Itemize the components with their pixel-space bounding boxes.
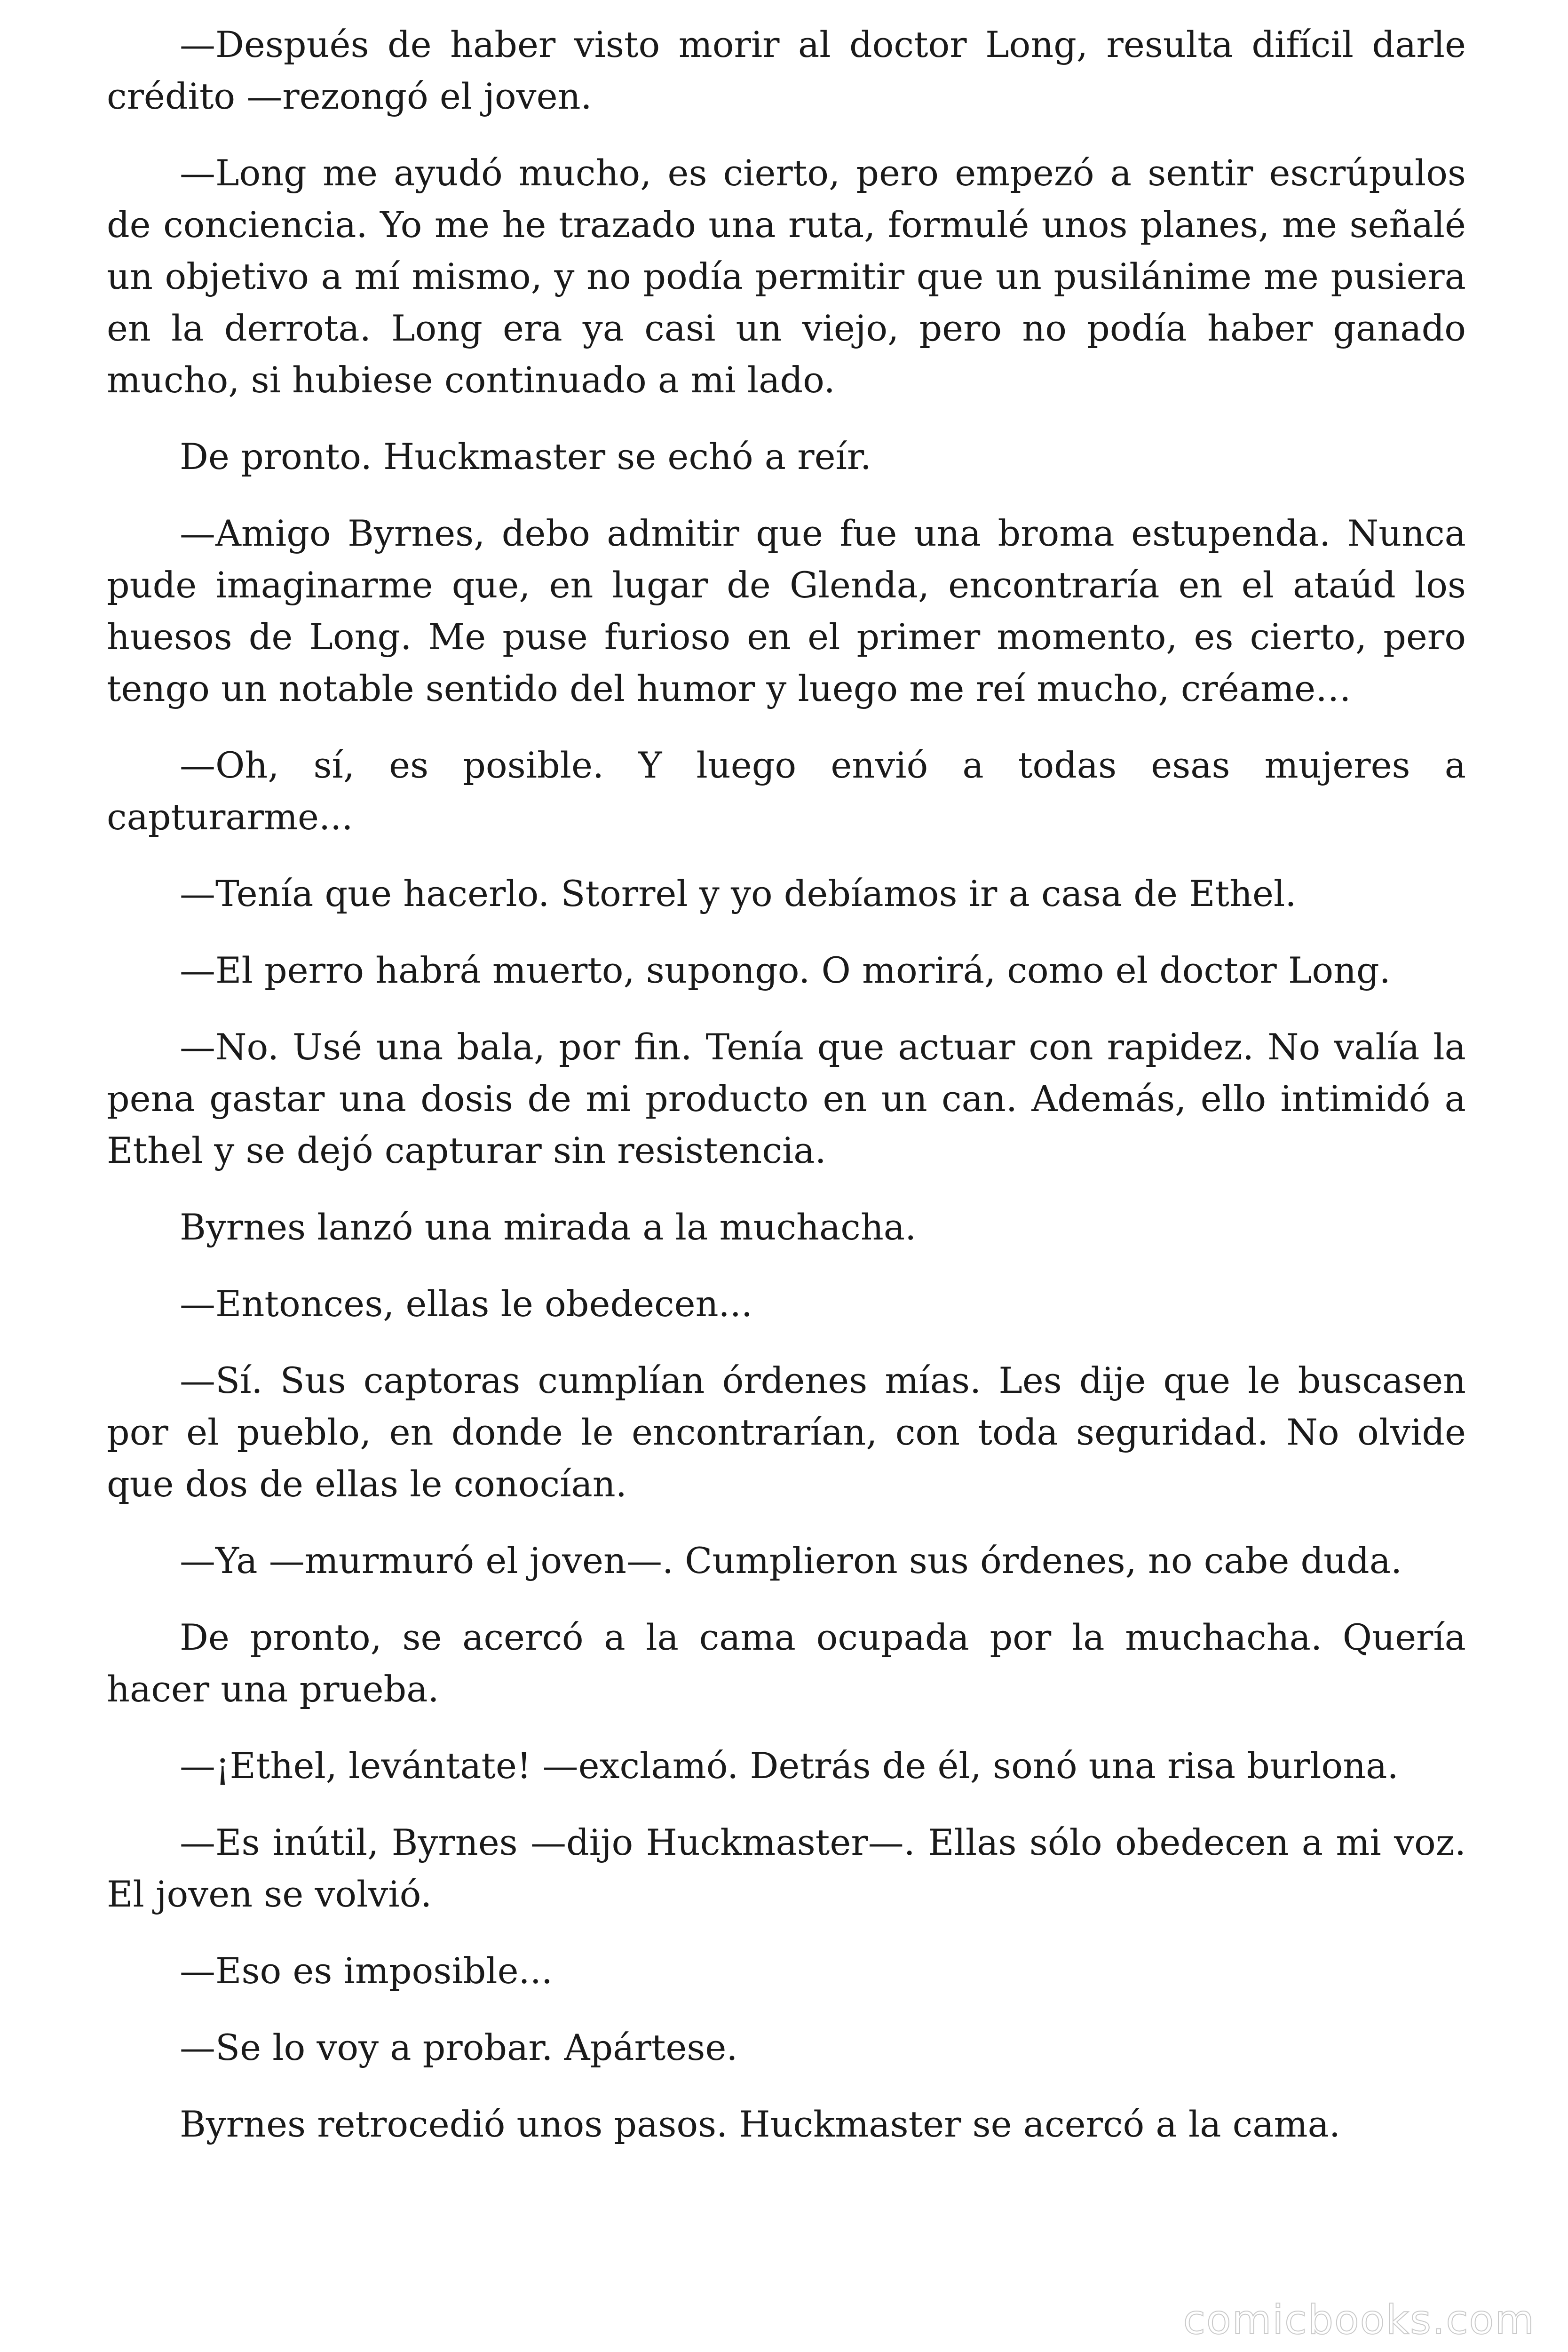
paragraph: —Sí. Sus captoras cumplían órdenes mías. Les dije que le buscasen por el pueblo, en donde le encontrarían, con toda seguridad. No olvide que dos de ellas le conocían. bbox=[107, 1359, 1466, 1505]
watermark: comicbooks.com bbox=[1183, 2296, 1535, 2344]
paragraph: —Se lo voy a probar. Apártese. bbox=[180, 2026, 738, 2068]
paragraph: —Ya —murmuró el joven—. Cumplieron sus órdenes, no cabe duda. bbox=[180, 1540, 1402, 1581]
book-page-text bbox=[107, 19, 1466, 2175]
paragraph: —Oh, sí, es posible. Y luego envió a todas esas mujeres a capturarme... bbox=[107, 744, 1466, 838]
paragraph: —Después de haber visto morir al doctor Long, resulta difícil darle crédito —rezongó el joven. bbox=[107, 24, 1466, 117]
paragraph: —Es inútil, Byrnes —dijo Huckmaster—. Ellas sólo obedecen a mi voz. El joven se volvió. bbox=[107, 1821, 1466, 1915]
paragraph: —Long me ayudó mucho, es cierto, pero empezó a sentir escrúpulos de conciencia. Yo me he trazado una ruta, formulé unos planes, me señalé un objetivo a mí mismo, y no podía permitir que un pusilánime me pusiera en la derrota. Long era ya casi un viejo, pero no podía haber ganado mucho, si hubiese continuado a mi lado. bbox=[107, 152, 1466, 401]
paragraph: —Tenía que hacerlo. Storrel y yo debíamos ir a casa de Ethel. bbox=[180, 873, 1297, 914]
paragraph: Byrnes lanzó una mirada a la muchacha. bbox=[180, 1206, 917, 1248]
paragraph: De pronto, se acercó a la cama ocupada por la muchacha. Quería hacer una prueba. bbox=[107, 1616, 1466, 1710]
paragraph: —Eso es imposible... bbox=[180, 1950, 553, 1992]
paragraph: —No. Usé una bala, por fin. Tenía que actuar con rapidez. No valía la pena gastar una dosis de mi producto en un can. Además, ello intimidó a Ethel y se dejó capturar sin resistencia. bbox=[107, 1026, 1466, 1171]
paragraph: —El perro habrá muerto, supongo. O morirá, como el doctor Long. bbox=[180, 949, 1391, 991]
paragraph: —Entonces, ellas le obedecen... bbox=[180, 1283, 753, 1325]
paragraph: —Amigo Byrnes, debo admitir que fue una broma estupenda. Nunca pude imaginarme que, en lugar de Glenda, encontraría en el ataúd los huesos de Long. Me puse furioso en el primer momento, es cierto, pero tengo un notable sentido del humor y luego me reí mucho, créame… bbox=[107, 512, 1466, 709]
paragraph: Byrnes retrocedió unos pasos. Huckmaster se acercó a la cama. bbox=[180, 2103, 1341, 2145]
paragraph: —¡Ethel, levántate! —exclamó. Detrás de él, sonó una risa burlona. bbox=[180, 1745, 1399, 1787]
paragraph: De pronto. Huckmaster se echó a reír. bbox=[180, 436, 872, 477]
